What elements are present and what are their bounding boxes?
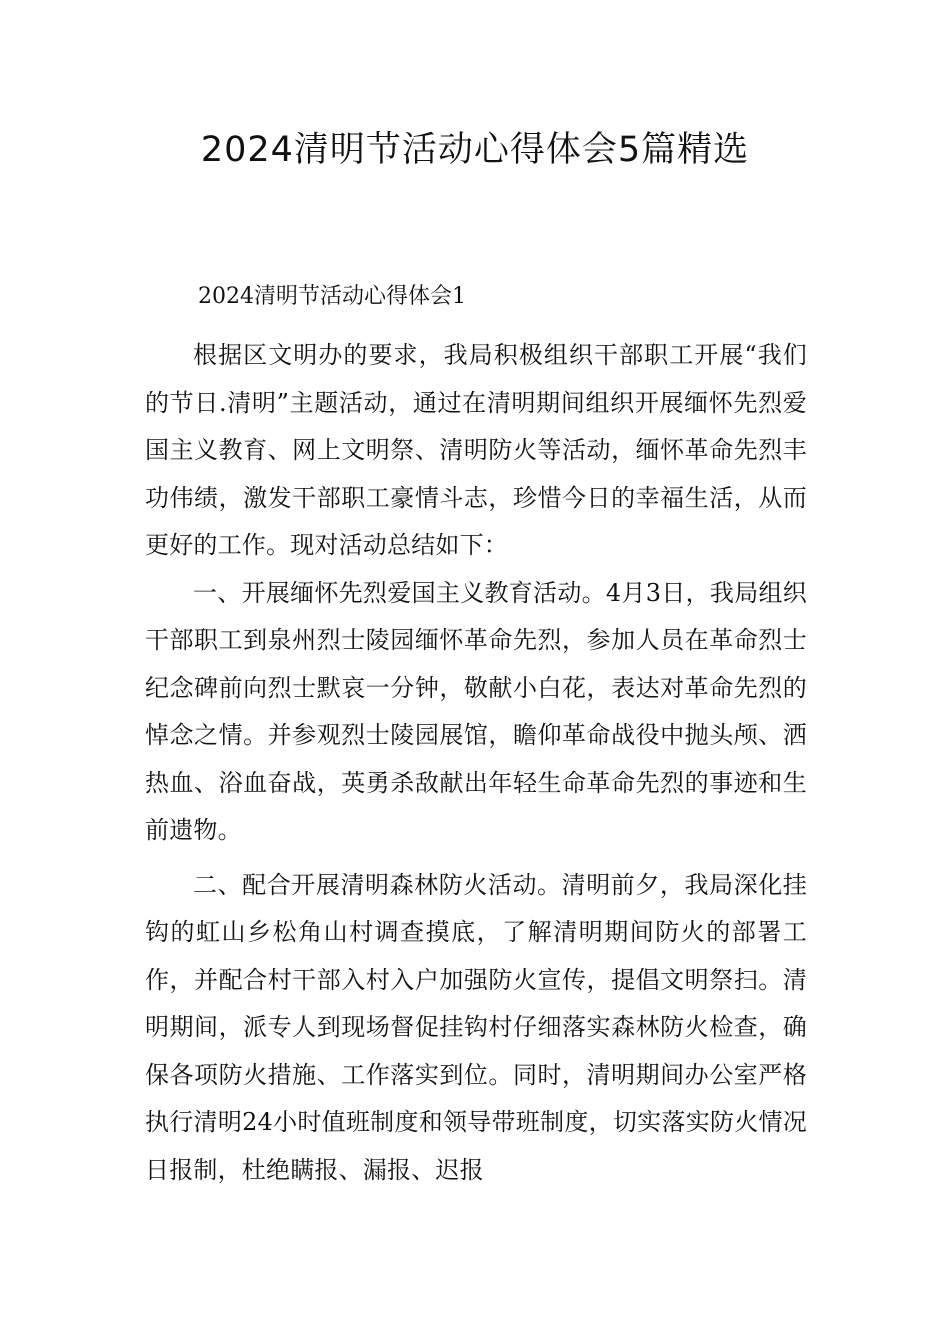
section-heading: 2024清明节活动心得体会1 (198, 284, 466, 309)
document-title: 2024清明节活动心得体会5篇精选 (200, 130, 750, 170)
paragraph-intro: 根据区文明办的要求，我局积极组织干部职工开展“我们的节日.清明”主题活动，通过在清明期间组织开展缅怀先烈爱国主义教育、网上文明祭、清明防火等活动，缅怀革命先烈丰功伟绩，激发干部职工豪情斗志，珍惜今日的幸福生活，从而更好的工作。现对活动总结如下： (145, 341, 807, 559)
document-body (145, 332, 807, 1194)
paragraph-section-one: 一、开展缅怀先烈爱国主义教育活动。4月3日，我局组织干部职工到泉州烈士陵园缅怀革命先烈，参加人员在革命烈士纪念碑前向烈士默哀一分钟，敬献小白花，表达对革命先烈的悼念之情。并参观烈士陵园展馆，瞻仰革命战役中抛头颅、洒热血、浴血奋战，英勇杀敌献出年轻生命革命先烈的事迹和生前遗物。 (145, 578, 807, 844)
paragraph-section-two: 二、配合开展清明森林防火活动。清明前夕，我局深化挂钩的虹山乡松角山村调查摸底，了解清明期间防火的部署工作，并配合村干部入村入户加强防火宣传，提倡文明祭扫。清明期间，派专人到现场督促挂钩村仔细落实森林防火检查，确保各项防火措施、工作落实到位。同时，清明期间办公室严格执行清明24小时值班制度和领导带班制度，切实落实防火情况日报制，杜绝瞒报、漏报、迟报 (145, 870, 807, 1184)
